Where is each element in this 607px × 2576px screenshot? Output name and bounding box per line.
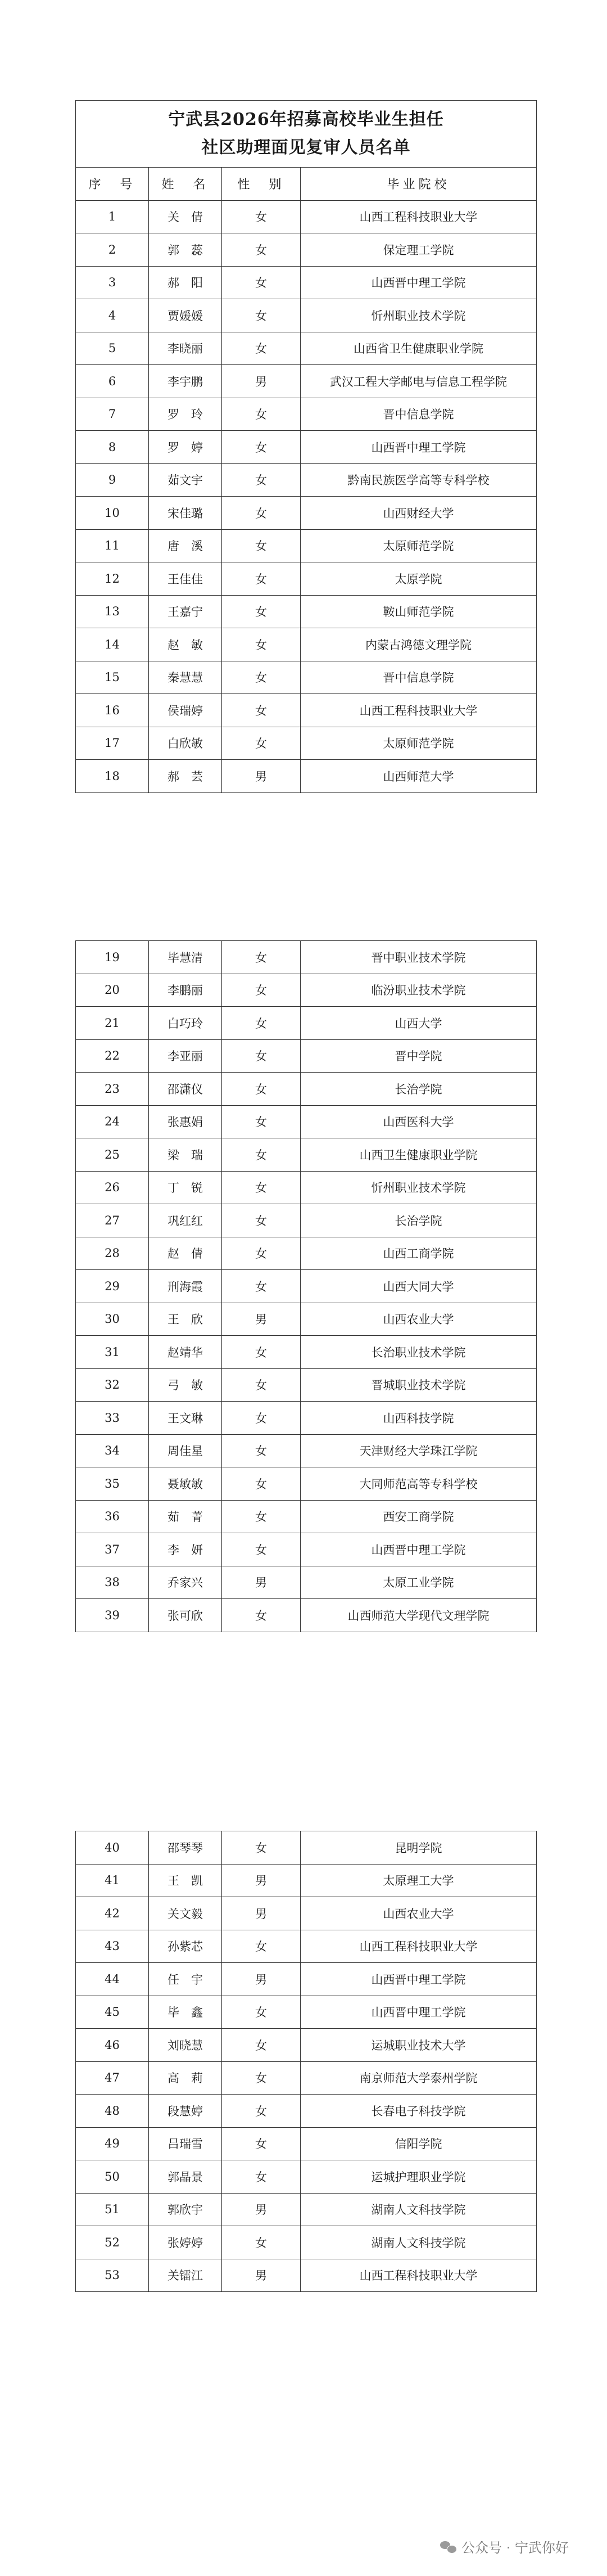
cell-school: 山西师范大学现代文理学院: [301, 1599, 537, 1632]
table-row: [76, 595, 537, 628]
cell-school: 山西省卫生健康职业学院: [301, 332, 537, 365]
cell-name: 李亚丽: [149, 1039, 222, 1073]
cell-gender: 女: [222, 727, 301, 760]
wechat-icon: [440, 2540, 457, 2554]
cell-name: 吕瑞雪: [149, 2127, 222, 2160]
table-row: [76, 1831, 537, 1865]
cell-school: 长春电子科技学院: [301, 2095, 537, 2128]
cell-serial: 44: [76, 1963, 149, 1996]
cell-school: 信阳学院: [301, 2127, 537, 2160]
cell-serial: 12: [76, 562, 149, 596]
cell-serial: 48: [76, 2095, 149, 2128]
cell-serial: 41: [76, 1864, 149, 1897]
cell-school: 西安工商学院: [301, 1500, 537, 1533]
table-row: [76, 1864, 537, 1897]
cell-gender: 女: [222, 200, 301, 233]
cell-gender: 男: [222, 1963, 301, 1996]
table-row: [76, 2127, 537, 2160]
cell-gender: 女: [222, 2061, 301, 2095]
cell-serial: 8: [76, 431, 149, 464]
table-row: [76, 1599, 537, 1632]
cell-serial: 13: [76, 595, 149, 628]
cell-gender: 女: [222, 1599, 301, 1632]
cell-gender: 女: [222, 2029, 301, 2062]
cell-name: 高 莉: [149, 2061, 222, 2095]
cell-gender: 女: [222, 1007, 301, 1040]
cell-serial: 3: [76, 266, 149, 299]
table-row: [76, 233, 537, 267]
cell-school: 湖南人文科技学院: [301, 2226, 537, 2259]
cell-name: 张婷婷: [149, 2226, 222, 2259]
cell-serial: 51: [76, 2193, 149, 2226]
cell-name: 王嘉宁: [149, 595, 222, 628]
cell-serial: 9: [76, 463, 149, 497]
cell-gender: 女: [222, 398, 301, 431]
table-row: [76, 760, 537, 793]
cell-serial: 18: [76, 760, 149, 793]
cell-name: 郭欣宇: [149, 2193, 222, 2226]
cell-school: 山西医科大学: [301, 1105, 537, 1138]
cell-school: 山西师范大学: [301, 760, 537, 793]
cell-gender: 男: [222, 1864, 301, 1897]
cell-name: 周佳星: [149, 1434, 222, 1467]
cell-gender: 女: [222, 1930, 301, 1963]
cell-school: 山西农业大学: [301, 1303, 537, 1336]
table-row: [76, 2259, 537, 2292]
table-row: [76, 529, 537, 562]
table-row: [76, 1368, 537, 1402]
cell-gender: 男: [222, 1303, 301, 1336]
cell-gender: 女: [222, 299, 301, 332]
table-row: [76, 398, 537, 431]
cell-name: 张惠娟: [149, 1105, 222, 1138]
table-row: [76, 1138, 537, 1172]
cell-school: 山西晋中理工学院: [301, 1996, 537, 2029]
header-serial: 序 号: [76, 168, 149, 201]
table-row: [76, 1930, 537, 1963]
cell-school: 晋城职业技术学院: [301, 1368, 537, 1402]
cell-name: 李晓丽: [149, 332, 222, 365]
cell-gender: 女: [222, 1368, 301, 1402]
cell-gender: 女: [222, 1270, 301, 1303]
table-row: [76, 1204, 537, 1237]
cell-serial: 34: [76, 1434, 149, 1467]
cell-serial: 35: [76, 1467, 149, 1501]
table-row: [76, 1996, 537, 2029]
cell-school: 太原理工大学: [301, 1864, 537, 1897]
document-title: [76, 101, 537, 168]
cell-name: 聂敏敏: [149, 1467, 222, 1501]
roster-table-page-2: [75, 940, 536, 1632]
cell-serial: 33: [76, 1402, 149, 1435]
cell-name: 毕慧清: [149, 941, 222, 974]
cell-serial: 10: [76, 497, 149, 530]
cell-gender: 男: [222, 1897, 301, 1930]
cell-name: 茹 菁: [149, 1500, 222, 1533]
cell-serial: 2: [76, 233, 149, 267]
cell-gender: 女: [222, 628, 301, 661]
roster-table-page-3: [75, 1831, 536, 2292]
cell-gender: 女: [222, 1237, 301, 1270]
cell-school: 山西晋中理工学院: [301, 1533, 537, 1566]
cell-gender: 女: [222, 661, 301, 694]
cell-serial: 30: [76, 1303, 149, 1336]
cell-school: 南京师范大学泰州学院: [301, 2061, 537, 2095]
table-row: [76, 299, 537, 332]
cell-gender: 男: [222, 365, 301, 398]
cell-gender: 男: [222, 1566, 301, 1599]
cell-name: 孙紫芯: [149, 1930, 222, 1963]
cell-name: 关文毅: [149, 1897, 222, 1930]
cell-name: 茹文宇: [149, 463, 222, 497]
cell-name: 刑海霞: [149, 1270, 222, 1303]
cell-gender: 女: [222, 1138, 301, 1172]
table-row: [76, 1533, 537, 1566]
cell-gender: 女: [222, 1336, 301, 1369]
cell-school: 忻州职业技术学院: [301, 299, 537, 332]
cell-serial: 7: [76, 398, 149, 431]
table-row: [76, 1402, 537, 1435]
cell-gender: 女: [222, 1467, 301, 1501]
table-row: [76, 1336, 537, 1369]
cell-name: 郝 阳: [149, 266, 222, 299]
cell-gender: 男: [222, 760, 301, 793]
cell-school: 太原师范学院: [301, 727, 537, 760]
cell-gender: 女: [222, 2095, 301, 2128]
cell-serial: 53: [76, 2259, 149, 2292]
roster-table-page-1: [75, 100, 536, 793]
cell-gender: 女: [222, 233, 301, 267]
cell-serial: 14: [76, 628, 149, 661]
cell-name: 李 妍: [149, 1533, 222, 1566]
cell-serial: 32: [76, 1368, 149, 1402]
cell-serial: 5: [76, 332, 149, 365]
cell-name: 罗 婷: [149, 431, 222, 464]
header-name: 姓 名: [149, 168, 222, 201]
cell-school: 山西大学: [301, 1007, 537, 1040]
cell-serial: 1: [76, 200, 149, 233]
cell-serial: 11: [76, 529, 149, 562]
cell-school: 山西工商学院: [301, 1237, 537, 1270]
cell-name: 梁 瑞: [149, 1138, 222, 1172]
cell-gender: 女: [222, 941, 301, 974]
cell-serial: 38: [76, 1566, 149, 1599]
cell-gender: 女: [222, 497, 301, 530]
cell-serial: 19: [76, 941, 149, 974]
cell-gender: 女: [222, 595, 301, 628]
table-row: [76, 1237, 537, 1270]
table-row: [76, 365, 537, 398]
cell-school: 大同师范高等专科学校: [301, 1467, 537, 1501]
cell-school: 武汉工程大学邮电与信息工程学院: [301, 365, 537, 398]
cell-gender: 女: [222, 1434, 301, 1467]
table-row: [76, 332, 537, 365]
cell-school: 内蒙古鸿德文理学院: [301, 628, 537, 661]
cell-serial: 16: [76, 694, 149, 727]
cell-name: 罗 玲: [149, 398, 222, 431]
table-row: [76, 2160, 537, 2194]
cell-name: 白巧玲: [149, 1007, 222, 1040]
table-row: [76, 2029, 537, 2062]
watermark-text: 公众号 · 宁武你好: [461, 2540, 569, 2556]
cell-name: 侯瑞婷: [149, 694, 222, 727]
table-row: [76, 1963, 537, 1996]
cell-name: 乔家兴: [149, 1566, 222, 1599]
cell-name: 贾媛媛: [149, 299, 222, 332]
cell-serial: 21: [76, 1007, 149, 1040]
cell-school: 运城职业技术大学: [301, 2029, 537, 2062]
cell-serial: 22: [76, 1039, 149, 1073]
cell-serial: 20: [76, 974, 149, 1007]
cell-name: 丁 锐: [149, 1171, 222, 1204]
cell-school: 黔南民族医学高等专科学校: [301, 463, 537, 497]
title-line-1: 宁武县2026年招募高校毕业生担任: [168, 110, 444, 129]
cell-serial: 29: [76, 1270, 149, 1303]
table-row: [76, 562, 537, 596]
cell-gender: 男: [222, 2259, 301, 2292]
table-row: [76, 2226, 537, 2259]
cell-serial: 24: [76, 1105, 149, 1138]
cell-serial: 25: [76, 1138, 149, 1172]
cell-name: 赵靖华: [149, 1336, 222, 1369]
cell-school: 山西科技学院: [301, 1402, 537, 1435]
cell-serial: 47: [76, 2061, 149, 2095]
cell-gender: 女: [222, 974, 301, 1007]
cell-serial: 26: [76, 1171, 149, 1204]
cell-school: 长治学院: [301, 1204, 537, 1237]
cell-serial: 28: [76, 1237, 149, 1270]
table-row: [76, 1434, 537, 1467]
cell-serial: 17: [76, 727, 149, 760]
table-row: [76, 1897, 537, 1930]
cell-serial: 4: [76, 299, 149, 332]
header-gender: 性 别: [222, 168, 301, 201]
table-row: [76, 974, 537, 1007]
cell-name: 秦慧慧: [149, 661, 222, 694]
cell-school: 山西农业大学: [301, 1897, 537, 1930]
cell-school: 太原工业学院: [301, 1566, 537, 1599]
cell-name: 邵潇仪: [149, 1073, 222, 1106]
cell-gender: 女: [222, 1996, 301, 2029]
cell-name: 赵 敏: [149, 628, 222, 661]
cell-name: 巩红红: [149, 1204, 222, 1237]
table-row: [76, 1467, 537, 1501]
table-row: [76, 941, 537, 974]
cell-gender: 女: [222, 1039, 301, 1073]
cell-serial: 27: [76, 1204, 149, 1237]
cell-school: 晋中职业技术学院: [301, 941, 537, 974]
cell-school: 鞍山师范学院: [301, 595, 537, 628]
cell-gender: 女: [222, 1831, 301, 1865]
cell-gender: 女: [222, 2226, 301, 2259]
cell-school: 山西晋中理工学院: [301, 431, 537, 464]
cell-gender: 女: [222, 1402, 301, 1435]
cell-school: 晋中学院: [301, 1039, 537, 1073]
cell-school: 太原师范学院: [301, 529, 537, 562]
cell-name: 刘晓慧: [149, 2029, 222, 2062]
cell-gender: 女: [222, 1105, 301, 1138]
table-header-row: [76, 168, 537, 201]
table-row: [76, 1270, 537, 1303]
cell-gender: 女: [222, 266, 301, 299]
cell-gender: 男: [222, 2193, 301, 2226]
cell-name: 赵 倩: [149, 1237, 222, 1270]
table-row: [76, 1500, 537, 1533]
cell-serial: 43: [76, 1930, 149, 1963]
cell-gender: 女: [222, 1500, 301, 1533]
cell-school: 昆明学院: [301, 1831, 537, 1865]
cell-gender: 女: [222, 431, 301, 464]
header-school: 毕业院校: [301, 168, 537, 201]
table-row: [76, 200, 537, 233]
cell-school: 山西工程科技职业大学: [301, 2259, 537, 2292]
cell-name: 邵琴琴: [149, 1831, 222, 1865]
cell-school: 长治学院: [301, 1073, 537, 1106]
cell-school: 晋中信息学院: [301, 398, 537, 431]
cell-name: 关 倩: [149, 200, 222, 233]
table-row: [76, 497, 537, 530]
cell-gender: 女: [222, 1073, 301, 1106]
cell-name: 王 凯: [149, 1864, 222, 1897]
cell-serial: 45: [76, 1996, 149, 2029]
cell-name: 唐 溪: [149, 529, 222, 562]
cell-serial: 15: [76, 661, 149, 694]
cell-school: 山西工程科技职业大学: [301, 1930, 537, 1963]
cell-name: 王佳佳: [149, 562, 222, 596]
cell-school: 太原学院: [301, 562, 537, 596]
cell-gender: 女: [222, 1533, 301, 1566]
cell-serial: 46: [76, 2029, 149, 2062]
cell-serial: 39: [76, 1599, 149, 1632]
cell-name: 李鹏丽: [149, 974, 222, 1007]
cell-gender: 女: [222, 463, 301, 497]
table-row: [76, 1105, 537, 1138]
cell-gender: 女: [222, 1171, 301, 1204]
cell-gender: 女: [222, 2127, 301, 2160]
table-row: [76, 1039, 537, 1073]
cell-serial: 36: [76, 1500, 149, 1533]
cell-school: 忻州职业技术学院: [301, 1171, 537, 1204]
cell-serial: 49: [76, 2127, 149, 2160]
cell-school: 山西晋中理工学院: [301, 266, 537, 299]
cell-school: 天津财经大学珠江学院: [301, 1434, 537, 1467]
cell-name: 段慧婷: [149, 2095, 222, 2128]
cell-school: 长治职业技术学院: [301, 1336, 537, 1369]
table-row: [76, 2061, 537, 2095]
cell-name: 毕 鑫: [149, 1996, 222, 2029]
cell-name: 王文琳: [149, 1402, 222, 1435]
cell-name: 王 欣: [149, 1303, 222, 1336]
cell-school: 保定理工学院: [301, 233, 537, 267]
table-row: [76, 1566, 537, 1599]
cell-school: 山西大同大学: [301, 1270, 537, 1303]
table-row: [76, 628, 537, 661]
table-row: [76, 1007, 537, 1040]
cell-serial: 6: [76, 365, 149, 398]
cell-school: 晋中信息学院: [301, 661, 537, 694]
cell-name: 郭 蕊: [149, 233, 222, 267]
cell-name: 郭晶景: [149, 2160, 222, 2194]
table-row: [76, 2193, 537, 2226]
cell-school: 湖南人文科技学院: [301, 2193, 537, 2226]
cell-serial: 23: [76, 1073, 149, 1106]
cell-name: 郝 芸: [149, 760, 222, 793]
cell-name: 白欣敏: [149, 727, 222, 760]
table-row: [76, 2095, 537, 2128]
cell-name: 李宇鹏: [149, 365, 222, 398]
cell-gender: 女: [222, 529, 301, 562]
wechat-watermark: [440, 2537, 569, 2556]
table-row: [76, 1171, 537, 1204]
cell-name: 关镭江: [149, 2259, 222, 2292]
cell-name: 张可欣: [149, 1599, 222, 1632]
cell-gender: 女: [222, 694, 301, 727]
table-row: [76, 266, 537, 299]
table-row: [76, 1073, 537, 1106]
cell-school: 山西卫生健康职业学院: [301, 1138, 537, 1172]
cell-name: 任 宇: [149, 1963, 222, 1996]
cell-school: 山西财经大学: [301, 497, 537, 530]
title-line-2: 社区助理面见复审人员名单: [201, 138, 411, 157]
cell-school: 山西工程科技职业大学: [301, 694, 537, 727]
cell-name: 弓 敏: [149, 1368, 222, 1402]
cell-serial: 31: [76, 1336, 149, 1369]
table-row: [76, 727, 537, 760]
cell-gender: 女: [222, 562, 301, 596]
cell-school: 运城护理职业学院: [301, 2160, 537, 2194]
cell-name: 宋佳璐: [149, 497, 222, 530]
cell-school: 山西晋中理工学院: [301, 1963, 537, 1996]
cell-gender: 女: [222, 1204, 301, 1237]
table-row: [76, 1303, 537, 1336]
cell-gender: 女: [222, 332, 301, 365]
cell-serial: 50: [76, 2160, 149, 2194]
cell-serial: 37: [76, 1533, 149, 1566]
cell-gender: 女: [222, 2160, 301, 2194]
cell-school: 临汾职业技术学院: [301, 974, 537, 1007]
cell-serial: 42: [76, 1897, 149, 1930]
table-row: [76, 661, 537, 694]
table-row: [76, 694, 537, 727]
table-row: [76, 463, 537, 497]
cell-serial: 40: [76, 1831, 149, 1865]
cell-school: 山西工程科技职业大学: [301, 200, 537, 233]
cell-serial: 52: [76, 2226, 149, 2259]
table-row: [76, 431, 537, 464]
